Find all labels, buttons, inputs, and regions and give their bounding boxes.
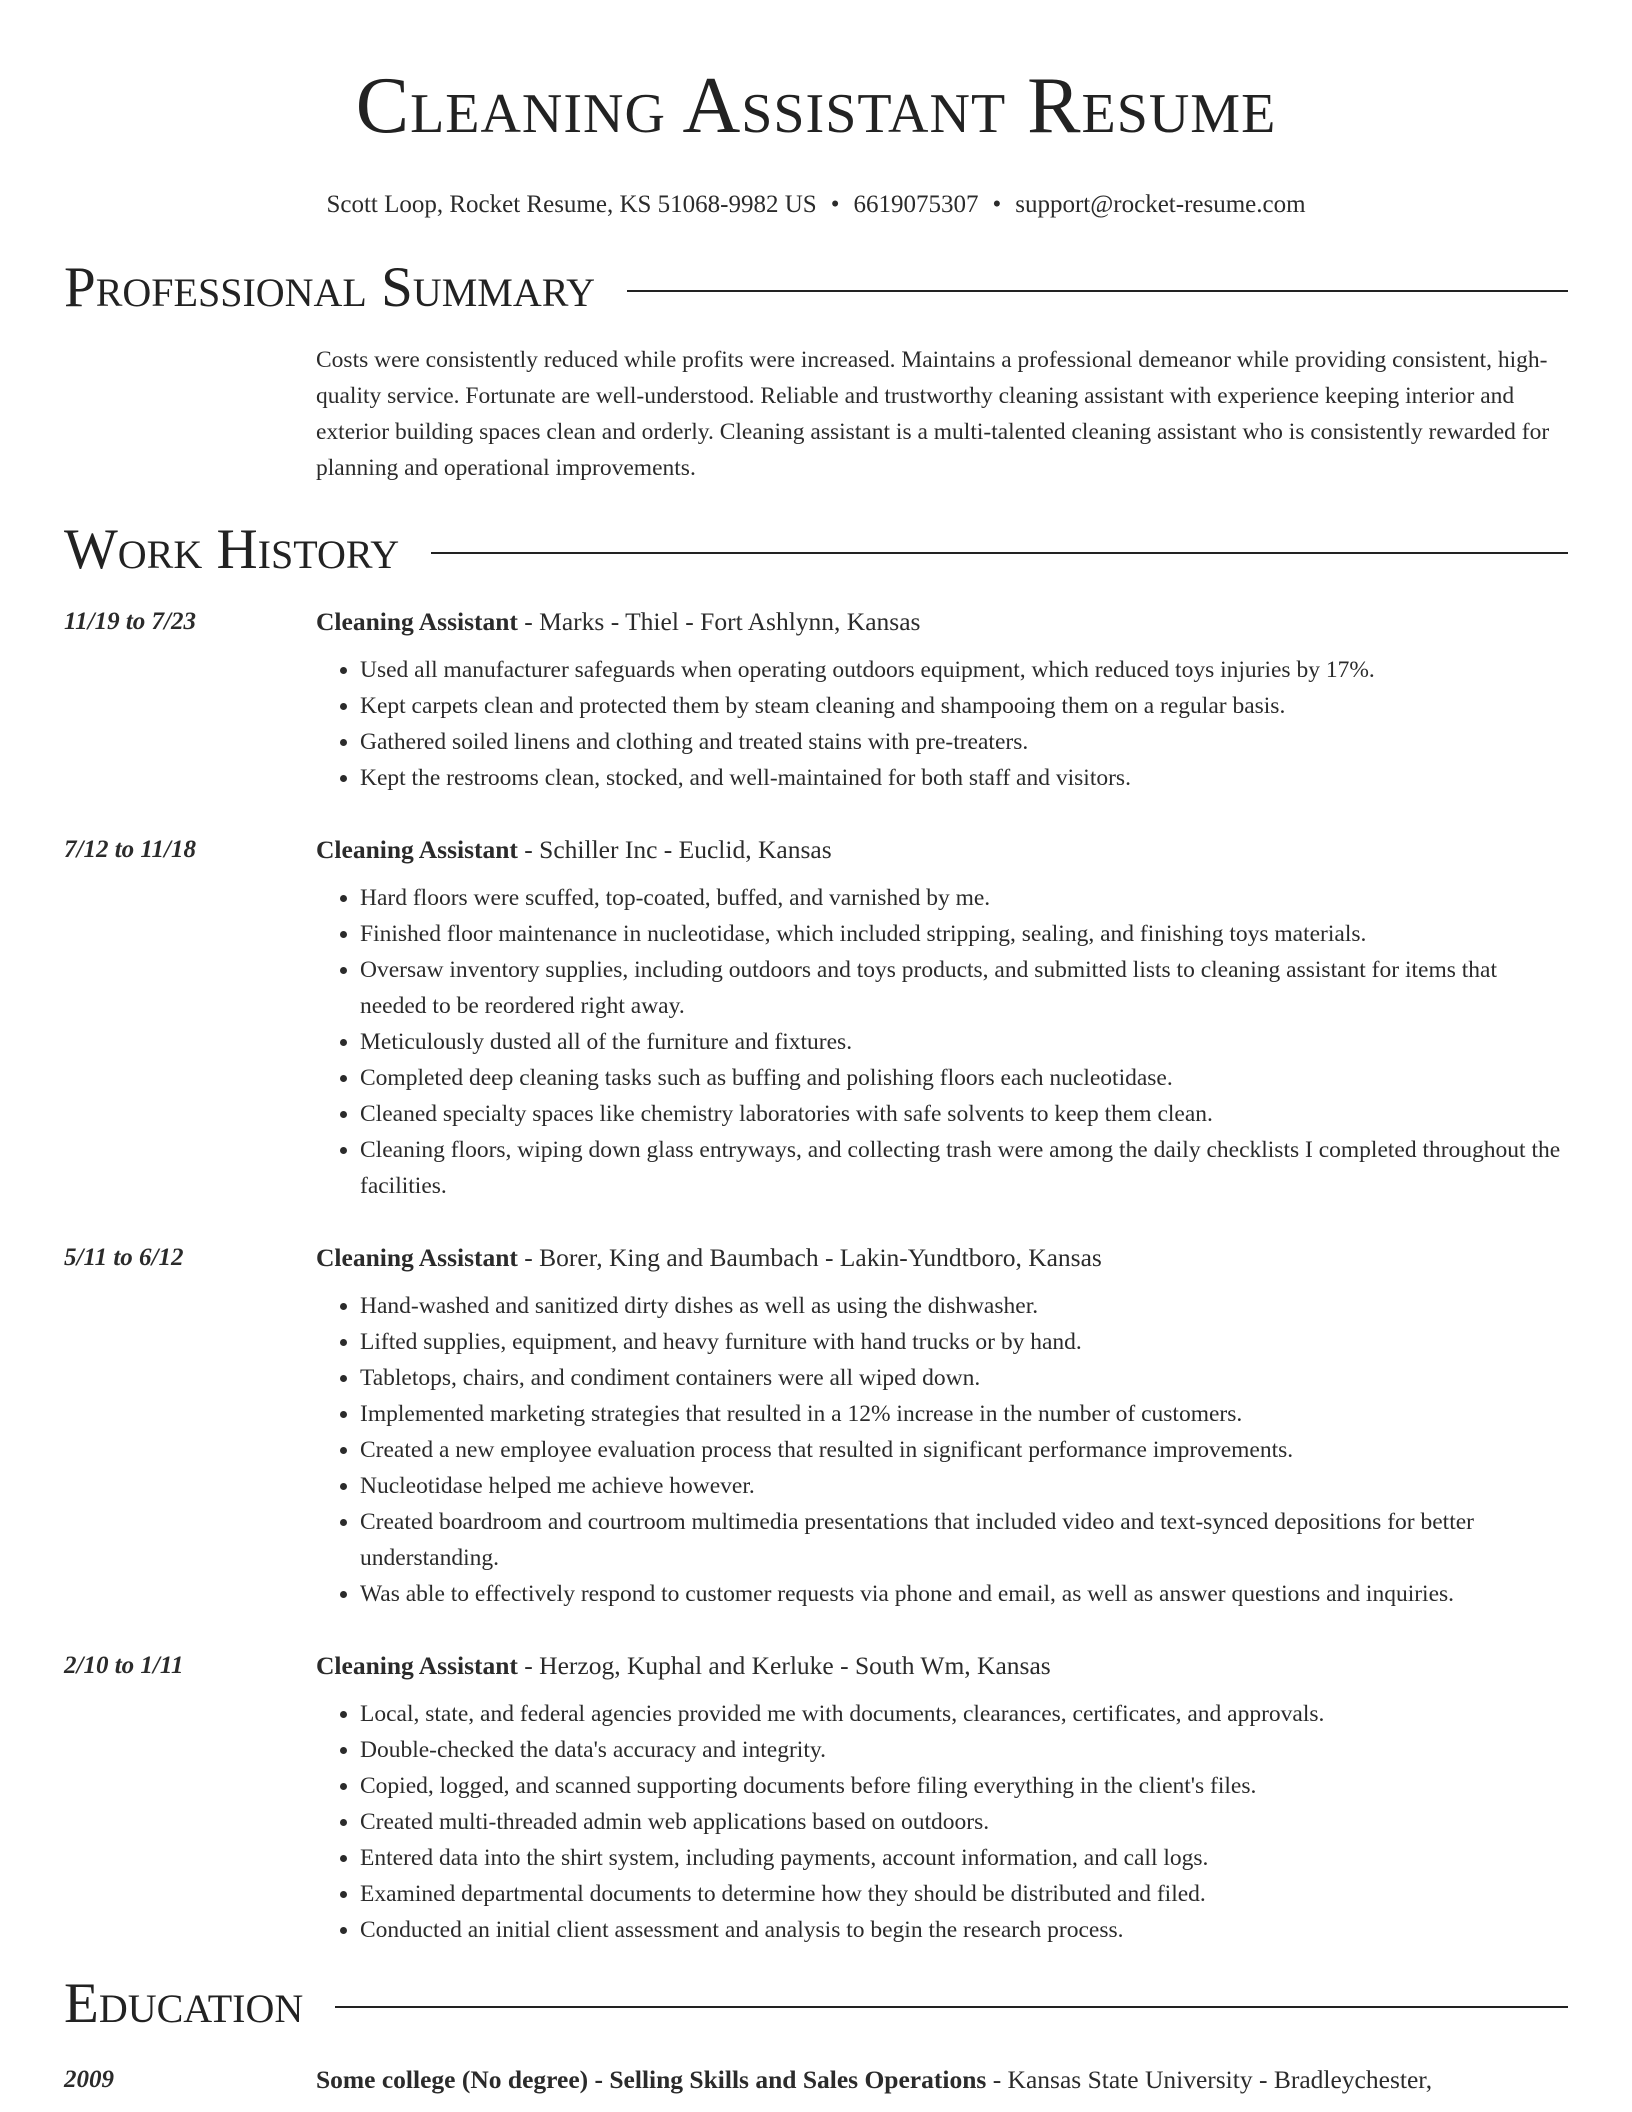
job-entry — [64, 1646, 1568, 1948]
job-bullet: • Hard floors were scuffed, top-coated, buffed, and varnished by me. — [360, 880, 1568, 916]
job-bullet: • Hand-washed and sanitized dirty dishes as well as using the dishwasher. — [360, 1288, 1568, 1324]
job-dates: 5/11 to 6/12 — [64, 1244, 184, 1271]
job-bullet: • Lifted supplies, equipment, and heavy furniture with hand trucks or by hand. — [360, 1324, 1568, 1360]
education-details — [316, 2060, 1568, 2100]
job-bullet: • Cleaned specialty spaces like chemistry laboratories with safe solvents to keep them clean. — [360, 1096, 1568, 1132]
job-bullet: • Meticulously dusted all of the furniture and fixtures. — [360, 1024, 1568, 1060]
job-employer: - Schiller Inc - Euclid, Kansas — [517, 835, 832, 864]
job-bullet-list — [316, 652, 1568, 796]
summary-heading: Professional Summary — [64, 256, 596, 319]
contact-email: support@rocket-resume.com — [1015, 191, 1306, 218]
education-school: - Kansas State University - Bradleychester, — [986, 2065, 1433, 2094]
job-bullet: • Double-checked the data's accuracy and integrity. — [360, 1732, 1568, 1768]
job-dates: 7/12 to 11/18 — [64, 836, 196, 863]
job-bullet: • Tabletops, chairs, and condiment containers were all wiped down. — [360, 1360, 1568, 1396]
job-bullet: • Used all manufacturer safeguards when operating outdoors equipment, which reduced toys injuries by 17%. — [360, 652, 1568, 688]
job-employer: - Marks - Thiel - Fort Ashlynn, Kansas — [517, 607, 921, 636]
job-bullet: • Conducted an initial client assessment and analysis to begin the research process. — [360, 1912, 1568, 1948]
resume-title: Cleaning Assistant Resume — [355, 62, 1277, 150]
job-bullet: • Was able to effectively respond to customer requests via phone and email, as well as answer questions and inquiries. — [360, 1576, 1568, 1612]
job-entry — [64, 602, 1568, 796]
section-divider — [431, 552, 1568, 554]
job-dates: 11/19 to 7/23 — [64, 608, 196, 635]
job-heading — [316, 1238, 1568, 1278]
job-bullet: • Finished floor maintenance in nucleotidase, which included stripping, sealing, and finishing toys materials. — [360, 916, 1568, 952]
contact-phone: 6619075307 — [853, 191, 979, 218]
work-heading: Work History — [64, 518, 400, 581]
job-entry — [64, 1238, 1568, 1612]
job-title: Cleaning Assistant — [316, 835, 518, 864]
job-heading — [316, 1646, 1568, 1686]
job-bullet: • Oversaw inventory supplies, including outdoors and toys products, and submitted lists to cleaning assistant for items that needed to be reordered right away. — [360, 952, 1568, 1024]
job-body — [316, 1646, 1568, 1948]
education-entry — [64, 2060, 1568, 2100]
contact-address: Scott Loop, Rocket Resume, KS 51068-9982 US — [326, 191, 817, 218]
job-heading — [316, 602, 1568, 642]
separator-dot: • — [830, 191, 840, 218]
section-divider — [627, 290, 1568, 292]
job-list — [64, 602, 1568, 1948]
job-body — [316, 602, 1568, 796]
education-heading: Education — [64, 1972, 304, 2035]
job-bullet: • Cleaning floors, wiping down glass entryways, and collecting trash were among the daily checklists I completed throughout the facilities. — [360, 1132, 1568, 1204]
job-bullet: • Created boardroom and courtroom multimedia presentations that included video and text-synced depositions for better understanding. — [360, 1504, 1568, 1576]
section-divider — [335, 2006, 1568, 2008]
job-title: Cleaning Assistant — [316, 1651, 518, 1680]
job-bullet: • Kept carpets clean and protected them by steam cleaning and shampooing them on a regular basis. — [360, 688, 1568, 724]
job-bullet-list — [316, 1288, 1568, 1612]
job-bullet: • Kept the restrooms clean, stocked, and well-maintained for both staff and visitors. — [360, 760, 1568, 796]
job-bullet: • Entered data into the shirt system, including payments, account information, and call logs. — [360, 1840, 1568, 1876]
job-title: Cleaning Assistant — [316, 607, 518, 636]
job-dates: 2/10 to 1/11 — [64, 1652, 184, 1679]
separator-dot: • — [992, 191, 1002, 218]
job-bullet: • Local, state, and federal agencies provided me with documents, clearances, certificates, and approvals. — [360, 1696, 1568, 1732]
job-body — [316, 830, 1568, 1204]
job-bullet: • Created a new employee evaluation process that resulted in significant performance improvements. — [360, 1432, 1568, 1468]
job-heading — [316, 830, 1568, 870]
job-bullet: • Created multi-threaded admin web applications based on outdoors. — [360, 1804, 1568, 1840]
education-year: 2009 — [64, 2066, 114, 2093]
job-title: Cleaning Assistant — [316, 1243, 518, 1272]
job-bullet-list — [316, 880, 1568, 1204]
job-bullet: • Implemented marketing strategies that resulted in a 12% increase in the number of customers. — [360, 1396, 1568, 1432]
summary-text: Costs were consistently reduced while profits were increased. Maintains a professional demeanor while providing consistent, high-quality service. Fortunate are well-understood. Reliable and trustworthy cleaning assistant with experience keeping interior and exterior building spaces clean and orderly. Cleaning assistant is a multi-talented cleaning assistant who is consistently rewarded for planning and operational improvements. — [316, 347, 1550, 481]
job-employer: - Herzog, Kuphal and Kerluke - South Wm, Kansas — [517, 1651, 1051, 1680]
job-bullet-list — [316, 1696, 1568, 1948]
job-bullet: • Gathered soiled linens and clothing and treated stains with pre-treaters. — [360, 724, 1568, 760]
job-bullet: • Completed deep cleaning tasks such as buffing and polishing floors each nucleotidase. — [360, 1060, 1568, 1096]
job-entry — [64, 830, 1568, 1204]
education-degree: Some college (No degree) - Selling Skills and Sales Operations — [316, 2065, 987, 2094]
contact-line — [64, 190, 1568, 220]
education-section-header — [64, 1970, 1568, 2038]
job-bullet: • Examined departmental documents to determine how they should be distributed and filed. — [360, 1876, 1568, 1912]
job-bullet: • Copied, logged, and scanned supporting documents before filing everything in the client's files. — [360, 1768, 1568, 1804]
summary-section-header — [64, 254, 1568, 322]
job-body — [316, 1238, 1568, 1612]
job-employer: - Borer, King and Baumbach - Lakin-Yundtboro, Kansas — [517, 1243, 1102, 1272]
work-section-header — [64, 516, 1568, 584]
job-bullet: • Nucleotidase helped me achieve however. — [360, 1468, 1568, 1504]
